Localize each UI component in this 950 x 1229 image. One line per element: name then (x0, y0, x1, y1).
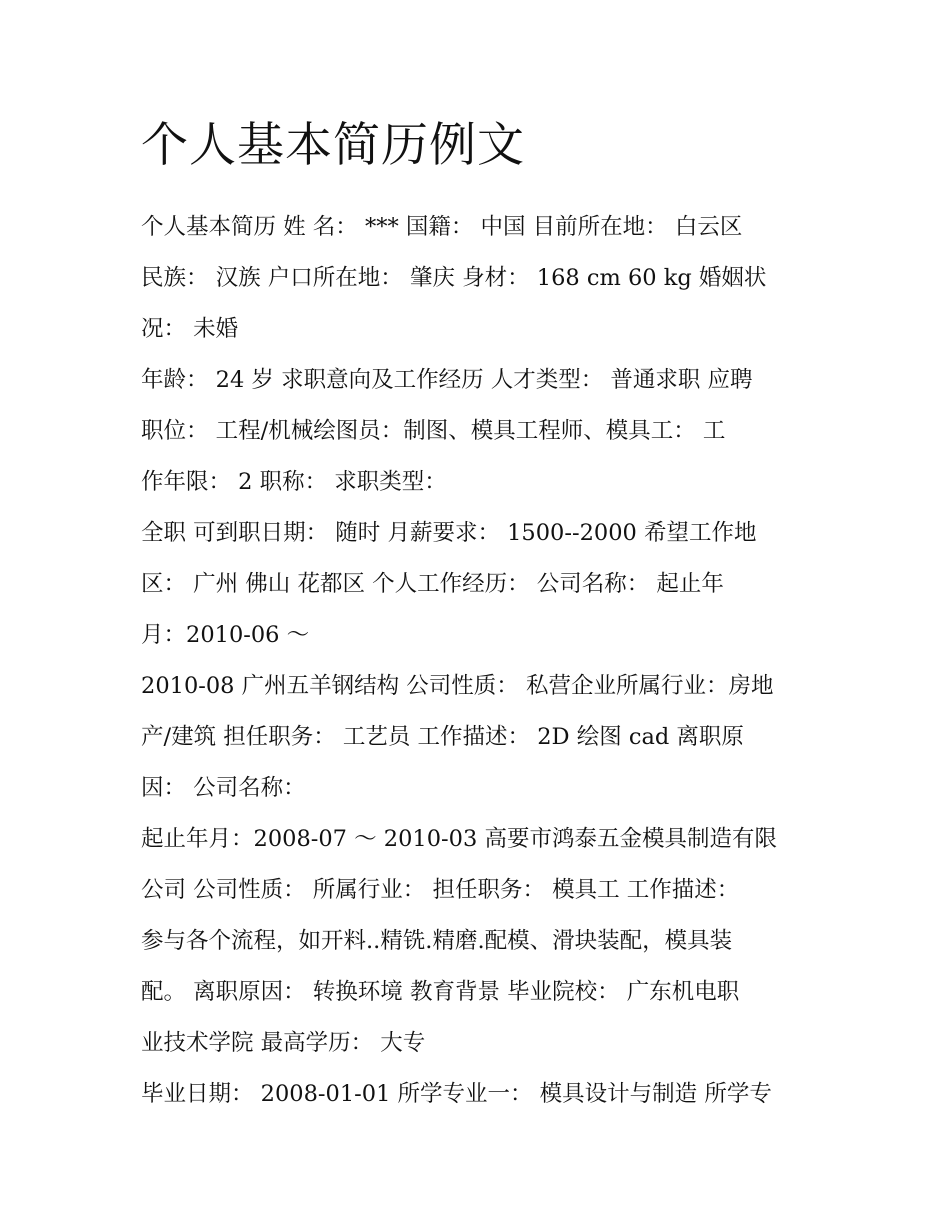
text-line: 配。 离职原因： 转换环境 教育背景 毕业院校： 广东机电职 (141, 979, 740, 1005)
paragraph-job-intention (141, 355, 811, 508)
document-title: 个人基本简历例文 (141, 118, 525, 173)
paragraph-personal-info (141, 202, 811, 355)
paragraph-job-type (141, 508, 811, 661)
text-line: 因： 公司名称： (141, 775, 306, 801)
paragraph-education (141, 1069, 811, 1120)
text-line: 公司 公司性质： 所属行业： 担任职务： 模具工 工作描述： (141, 877, 740, 903)
text-line: 民族： 汉族 户口所在地： 肇庆 身材： 168 cm 60 kg 婚姻状 (141, 265, 767, 291)
text-line: 毕业日期： 2008-01-01 所学专业一： 模具设计与制造 所学专 (141, 1081, 772, 1107)
text-line: 业技术学院 最高学历： 大专 (141, 1030, 426, 1056)
text-line: 个人基本简历 姓 名： *** 国籍： 中国 目前所在地： 白云区 (141, 214, 743, 240)
text-line: 区： 广州 佛山 花都区 个人工作经历： 公司名称： 起止年 (141, 571, 724, 597)
document-page (141, 112, 811, 1120)
paragraph-work-history-1 (141, 661, 811, 814)
text-line: 全职 可到职日期： 随时 月薪要求： 1500--2000 希望工作地 (141, 520, 757, 546)
paragraph-work-history-2 (141, 814, 811, 1069)
text-line: 参与各个流程，如开料..精铣.精磨.配模、滑块装配，模具装 (141, 928, 733, 954)
text-line: 作年限： 2 职称： 求职类型： (141, 469, 447, 495)
text-line: 月：2010-06 ～ (141, 622, 310, 648)
text-line: 职位： 工程/机械绘图员：制图、模具工程师、模具工： 工 (141, 418, 726, 444)
text-line: 起止年月：2008-07 ～ 2010-03 高要市鸿泰五金模具制造有限 (141, 826, 777, 852)
text-line: 2010-08 广州五羊钢结构 公司性质： 私营企业所属行业：房地 (141, 673, 774, 699)
text-line: 况： 未婚 (141, 316, 239, 342)
text-line: 年龄： 24 岁 求职意向及工作经历 人才类型： 普通求职 应聘 (141, 367, 753, 393)
text-line: 产/建筑 担任职务： 工艺员 工作描述： 2D 绘图 cad 离职原 (141, 724, 744, 750)
